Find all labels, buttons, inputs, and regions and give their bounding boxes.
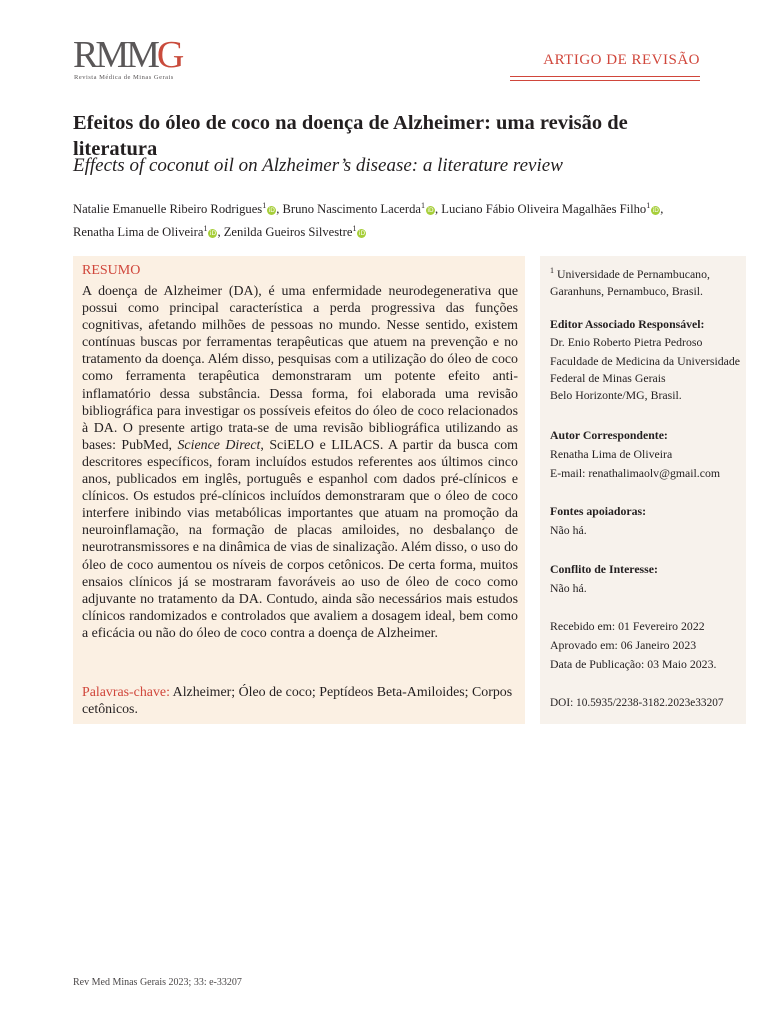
author-affiliation-mark: 1 [352, 224, 357, 234]
corresponding-email[interactable]: E-mail: renathalimaolv@gmail.com [550, 466, 721, 480]
keywords [82, 684, 518, 718]
abstract-box [73, 256, 525, 724]
keywords-value: Alzheimer; Óleo de coco; Peptídeos Beta-Amiloides; Corpos cetônicos. [82, 685, 513, 718]
approved-date: Aprovado em: 06 Janeiro 2023 [550, 638, 697, 652]
author-name: Natalie Emanuelle Ribeiro Rodrigues [73, 202, 263, 217]
abstract-heading: RESUMO [82, 263, 141, 278]
orcid-icon[interactable]: iD [268, 207, 275, 215]
orcid-icon[interactable]: iD [652, 207, 659, 215]
conflict-heading-text: Conflito de Interesse: [550, 562, 658, 576]
author-affiliation-mark: 1 [203, 224, 208, 234]
author-name: Zenilda Gueiros Silvestre [223, 225, 353, 240]
funding-value: Não há. [550, 523, 587, 537]
section-label: ARTIGO DE REVISÃO [543, 52, 700, 68]
doi[interactable]: DOI: 10.5935/2238-3182.2023e33207 [550, 697, 724, 709]
author-name: Bruno Nascimento Lacerda [282, 202, 421, 217]
editor-city: Belo Horizonte/MG, Brasil. [550, 388, 682, 402]
logo-mark-a: RMM [73, 34, 157, 76]
affiliation [550, 262, 744, 301]
conflict-value: Não há. [550, 581, 587, 595]
logo-mark [73, 36, 181, 74]
funding-heading-text: Fontes apoiadoras: [550, 504, 647, 518]
author-affiliation-mark: 1 [262, 201, 267, 210]
journal-logo [73, 36, 185, 84]
received-date: Recebido em: 01 Fevereiro 2022 [550, 619, 705, 633]
page-footer-citation: Rev Med Minas Gerais 2023; 33: e-33207 [73, 977, 242, 988]
author-affiliation-mark: 1 [646, 201, 651, 210]
funding-heading [550, 503, 744, 520]
author-name: Luciano Fábio Oliveira Magalhães Filho [441, 202, 647, 217]
article-title: Efeitos do óleo de coco na doença de Alzheimer: uma revisão de literatura [73, 112, 628, 160]
affiliation-text: Universidade de Pernambucano, Garanhuns, Pernambuco, Brasil. [550, 266, 710, 299]
abstract-text-part: , SciELO e LILACS. A partir da busca com descritores específicos, foram incluídos estudos referentes aos últimos cinco anos, publicados em inglês, português e espanhol com dados pré-clínicos e clínicos. Os estudos pré-clínicos incluídos demonstraram que o óleo de coco interfere inibindo vias metabólicas importantes que atuam na promoção da neuroinflamação, na formação de placas amiloides, no desbalanço de neurotransmissores e na dinâmica de vias de sinalização. Além disso, o uso do óleo de coco aumentou os níveis de corpos cetônicos. De certa forma, muitos ensaios clínicos já se mostraram favoráveis ao uso de óleo de coco como adjuvante no tratamento da DA. Contudo, ainda são necessários mais estudos clínicos randomizados e controlados que avaliem a dosagem ideal, bem como a eficácia ou não do óleo de coco contra a doença de Alzheimer. [82, 437, 518, 641]
publication-date: Data de Publicação: 03 Maio 2023. [550, 657, 717, 671]
author-list: Natalie Emanuelle Ribeiro Rodrigues$^1$iD, Bruno Nascimento Lacerda$^1$iD, Luciano Fábio Oliveira Magalhães Filho$^1$iD, Renatha Lima de Oliveira$^1$iD, Zenilda Gueiros Silvestre$^1$iD [73, 201, 664, 240]
corresponding-heading-text: Autor Correspondente: [550, 428, 668, 442]
abstract-text-part: A doença de Alzheimer (DA), é uma enfermidade neurodegenerativa que possui como principal característica a perda progressiva das funções cognitivas, afetando milhões de pessoas no mundo. Nesse sentido, existem contínuas buscas por ferramentas terapêuticas que atuem na prevenção e no tratamento da doença. Além disso, pesquisas com a utilização do óleo de coco como ferramenta terapêutica demonstraram um potente efeito anti-inflamatório dessa substância. Dessa forma, foi elaborada uma revisão bibliográfica para investigar os possíveis efeitos do óleo de coco relacionados à DA. O presente artigo trata-se de uma revisão bibliográfica utilizando as bases: PubMed, [82, 284, 518, 453]
abstract-text-italic: Science Direct [177, 437, 261, 453]
header-rule [510, 80, 700, 81]
corresponding-heading [550, 427, 744, 444]
article-title-english: Effects of coconut oil on Alzheimer’s disease: a literature review [73, 155, 563, 176]
conflict-heading [550, 561, 744, 578]
corresponding-name: Renatha Lima de Oliveira [550, 447, 673, 461]
editor-heading-text: Editor Associado Responsável: [550, 317, 705, 331]
header-rule [510, 76, 700, 77]
author-name: Renatha Lima de Oliveira [73, 225, 204, 240]
orcid-icon[interactable]: iD [209, 230, 217, 238]
logo-subtitle: Revista Médica de Minas Gerais [74, 74, 174, 81]
editor-name: Dr. Enio Roberto Pietra Pedroso [550, 335, 703, 349]
author-affiliation-mark: 1 [420, 201, 425, 210]
editor-heading [550, 316, 744, 333]
affiliation-mark: 1 [550, 266, 554, 275]
editor-institution: Faculdade de Medicina da Universidade Federal de Minas Gerais [550, 354, 740, 386]
orcid-icon[interactable]: iD [427, 207, 434, 215]
keywords-label: Palavras-chave: [82, 685, 170, 700]
logo-mark-b: G [156, 34, 182, 76]
article-info-panel [540, 256, 746, 724]
abstract-text [82, 283, 518, 642]
orcid-icon[interactable]: iD [358, 230, 366, 238]
